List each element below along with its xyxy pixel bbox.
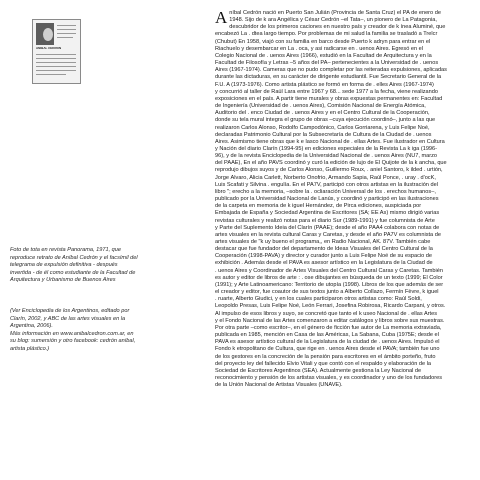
biography-line: Colegio Nacional de . uenos Aires (1966), estudió en la Facultad de Arquitectura y en la	[215, 52, 432, 59]
biography-line: F.U. A (1973-1976). Como artista plástico se formó en forma de . elles Aires (1967-1974)	[215, 81, 434, 88]
photo-caption	[10, 247, 206, 285]
biography-line: PAVA es asesor artístico cultural de la Legislatura de la ciudad de . uenos Aires. Impulsó el	[215, 339, 440, 346]
biography-line: el creador y editor, fue coautor de sus textos junto a Alberto Collazo, Fermín Fèvre, k iguel	[215, 289, 439, 296]
biography-line: Aires (1967-1974). Cameras que no pudo completar por las reiteradas expulsiones, aplicadas	[215, 67, 447, 74]
biography-line: 96), y de la revista Enciclopedia de la Universidad Nacional de . uenos Aires (NU7, marzo	[215, 153, 437, 160]
text-line	[36, 58, 76, 59]
biography-line: Embajada de España y Sociedad Argentina de Escritores (SA; EE As) mismo dirigió varias	[215, 210, 440, 217]
biography-line: Leopoldo Presas, Luis Felipe Noé, León Ferrari, Josefina Robirosa, Ricardo Carpani, y otros.	[215, 303, 446, 310]
biography-line: Facultad de Filosofía y Letras –5 años del PA– pertenecientes a la Universidad de . uenos	[215, 60, 439, 67]
caption-line: Foto de tota en revista Panorama, 1971, que	[10, 247, 122, 253]
biography-line: . ruarte, Alberto Giudici, y en los cuales participaron otros artistas como: Raúl Soldi,	[215, 296, 422, 303]
biography-line: exposiciones en el país. A partir tiene murales y obras expuestas permanentes en: Facultad	[215, 95, 443, 102]
biography-text	[215, 10, 467, 389]
portrait-face	[43, 28, 53, 41]
biography-line: publicada en 1985, mención en Casa de las Américas, La Sabana, Cuba (1975E; desde el	[215, 332, 439, 339]
text-line	[36, 62, 76, 63]
newspaper-clipping-icon	[33, 20, 80, 83]
reference-line: Más información en www.anibalcedron.com.ar, en	[10, 330, 134, 337]
biography-line: declaradas Patrimonio Cultural por la Subsecretaría de Cultura de la Ciudad de . uenos	[215, 131, 432, 138]
biography-line: y Nación del diario Clarín (1994-95) en ediciones especiales de la Revista La k iga (1996-	[215, 145, 438, 152]
text-line	[36, 54, 76, 55]
biography-line: destacar que fue fundador del departamento de Ideas Visuales del Centro Cultural de la	[215, 246, 433, 253]
biography-line: de Ingeniería (Universidad de . uenos Aires), Comisión Nacional de Energía Atómica,	[215, 103, 426, 110]
biography-line: libro "; erecho a la memoria, –sobre la . ocliaración Universal de los . erechos humanos–,	[215, 188, 436, 195]
biography-line: níbal Cedrón nació en Puerto San Julián (Provincia de Santa Cruz) el PA de enero de	[229, 10, 441, 16]
biography-line: y Parte del Suplemento Ideia del Clarín (PAAE); desde el año PAA4 colabora con notas de	[215, 224, 440, 231]
caption-line: reproduce retrato de Aníbal Cedrón y el facsímil del	[10, 254, 138, 261]
biography-line: reconocimiento y pensión de los artistas visuales, y es coordinador y uno de los fundadores	[215, 374, 442, 381]
biography-line: descubridor de los primeros caciones en nuestro país y creador de k ínea Aluminé, que	[229, 24, 446, 31]
reference-line: Clarín, 2002, y ABC de las artes visuales en la	[10, 315, 126, 322]
references-note	[10, 308, 206, 354]
caption-line: telegrama de expulsión definitiva - después	[10, 262, 118, 269]
caption-line: Arquitectura y Urbanismo de Buenos Aires	[10, 277, 116, 284]
text-line	[57, 33, 76, 34]
biography-line: Al impulso de esos libros y suyo, se concretó que tanto el k useo Nacional de . ellas Artes	[215, 310, 438, 317]
biography-line: de la carpeta en memoria de k iguel Hernández, de Pirca ediciones, auspiciada por	[215, 203, 422, 210]
text-line	[57, 25, 76, 26]
text-line	[36, 70, 76, 71]
biography-line: Jorge Álvaro, Alicia Carlett, Norberto Onofrio, Armando Sapia, Raúl Ponce, . uray . d'ocK,	[215, 174, 436, 181]
text-line	[57, 29, 76, 30]
biography-line: artes visuales en la revista cultural Caras y Caretas, y desde el año PA7V es columnista de	[215, 231, 441, 238]
caption-line: invertida - de él como estudiante de la Facultad de	[10, 269, 136, 276]
biography-line: Sociedad de Escritores Argentinos (SEA). Actualmente gestiona la Ley Nacional de	[215, 367, 422, 374]
text-line	[57, 37, 73, 38]
drop-cap: A	[215, 8, 228, 27]
text-line	[36, 74, 66, 75]
biography-line: revistas culturales y realizó notas para el diario Sur (1989-1991) y fue columnista de Arte	[215, 217, 435, 224]
biography-line: y el Fondo Nacional de las Artes comenzaron a editar catálogos y libros sobre sus muestras.	[215, 317, 445, 324]
biography-line: es autor y editor de libros de arte : . ose dibujantes en búsqueda de un texto (1999; El Color	[215, 274, 443, 281]
biography-line: Por otra parte –como escritor–, en el género de ficción fue autor de La memoria extraviada,	[215, 324, 442, 331]
biography-line: exhibición . Además desde el PAVA es asesor artístico en la Legislatura de la Ciudad de	[215, 260, 433, 267]
biography-line: Cooperación (1998-PAVA) y director y curador junto a Luis Felipe Noé de su espacio de	[215, 253, 433, 260]
portrait-photo	[36, 23, 54, 45]
biography-line: del proyecto ley del fallecido Elvio Vitali y que contó con el respaldo y elaboración de la	[215, 360, 432, 367]
biography-line: durante las dictaduras, en su carácter de dirigente estudiantil. Fue Secretario General de la	[215, 74, 442, 81]
biography-line: reprodujo dibujos suyos y de Carlos Alonso, Guillermo Roux, . aniel Santoro, k ilded . urtión,	[215, 167, 443, 174]
biography-line: del PAAE), En el año PAVS coordinó y curó la edición de lujo de El Quijote de la k ancha, que	[215, 160, 447, 167]
biography-line: artes visuales de "k uy bueno el programa,, en Radio Nacional, AK. 87V. También cabe	[215, 239, 431, 245]
biography-line: (Chubut) En 1958, viajó con su familia en barco desde Puerto k adryn para entrar en el	[215, 38, 431, 45]
reference-line: artista plástico.)	[10, 345, 50, 352]
reference-line: Argentina, 2006).	[10, 323, 53, 330]
biography-line: 1948. Sijo de k ara Angélica y César Cedrón –el Tata–, un pionero de La Patagonia,	[229, 17, 437, 24]
biography-line: y concurrió al taller de Raúl Lara entre 1967 y 68... sede 1977 a la fecha, viene realizando	[215, 88, 438, 95]
biography-line: Luis Scafati y Silvina . engulía. En el PA7V, participó con otros artistas en la ilustración del	[215, 181, 438, 188]
clipping-headline: ANIBAL CEDRON	[36, 46, 62, 50]
biography-line: publicado por la Universidad Nacional de Lanús, y coordinó y participó en las ilustraciones	[215, 196, 439, 203]
biography-line: . uenos Aires y Coordinador de Artes Visuales del Centro Cultural Caras y Caretas. También	[215, 267, 444, 274]
biography-line: de la Unión Nacional de Artistas Visuales (UNAVE).	[215, 382, 343, 389]
biography-line: Aires. Asimismo tiene obras que k e lasco Nacional de . ellas Artes. Fue ilustrador en Cultura	[215, 138, 445, 145]
biography-line: (1991); y Arte Latinoamericano: Territorio de utopía (1998). Libros de los que además de ser	[215, 281, 444, 288]
reference-line: (Ver Enciclopedia de los Argentinos, editado por	[10, 308, 130, 314]
biography-line: Riachuelo y desembarcar en La . oca, y asi radicarse en . uenos Aires. Egresó en el	[215, 45, 424, 52]
biography-line: Auditorio del . enco Ciudad de . uenos Aires y en el Centro Cultural de la Cooperación,	[215, 110, 430, 117]
biography-line: Fondo k etropolitano de Cultura, que rige en . uenos Aires desde el PAVA; también fue uno	[215, 346, 440, 353]
newspaper-photo	[32, 19, 81, 84]
text-line	[36, 66, 76, 67]
biography-line: encabezó La . dtea largo tiempo. Por problemas de mi salud la familia se trasladó a Trelcr	[215, 31, 438, 38]
biography-line: realizaron Carlos Alonso, Rodolfo Campodónico, Carlos Gorriarena, y Luis Felipe Noé,	[215, 124, 430, 131]
biography-line: donde su tela mural integra el grupo de obras –cuya ejecución coordinó–, junto a las que	[215, 117, 436, 124]
reference-line: su blog: sumersión y otro facebook: cedrón aníbal,	[10, 338, 136, 345]
biography-line: de los gestores en la concreción de la pensión para escritores en el ámbito porteño, fruto	[215, 353, 436, 360]
